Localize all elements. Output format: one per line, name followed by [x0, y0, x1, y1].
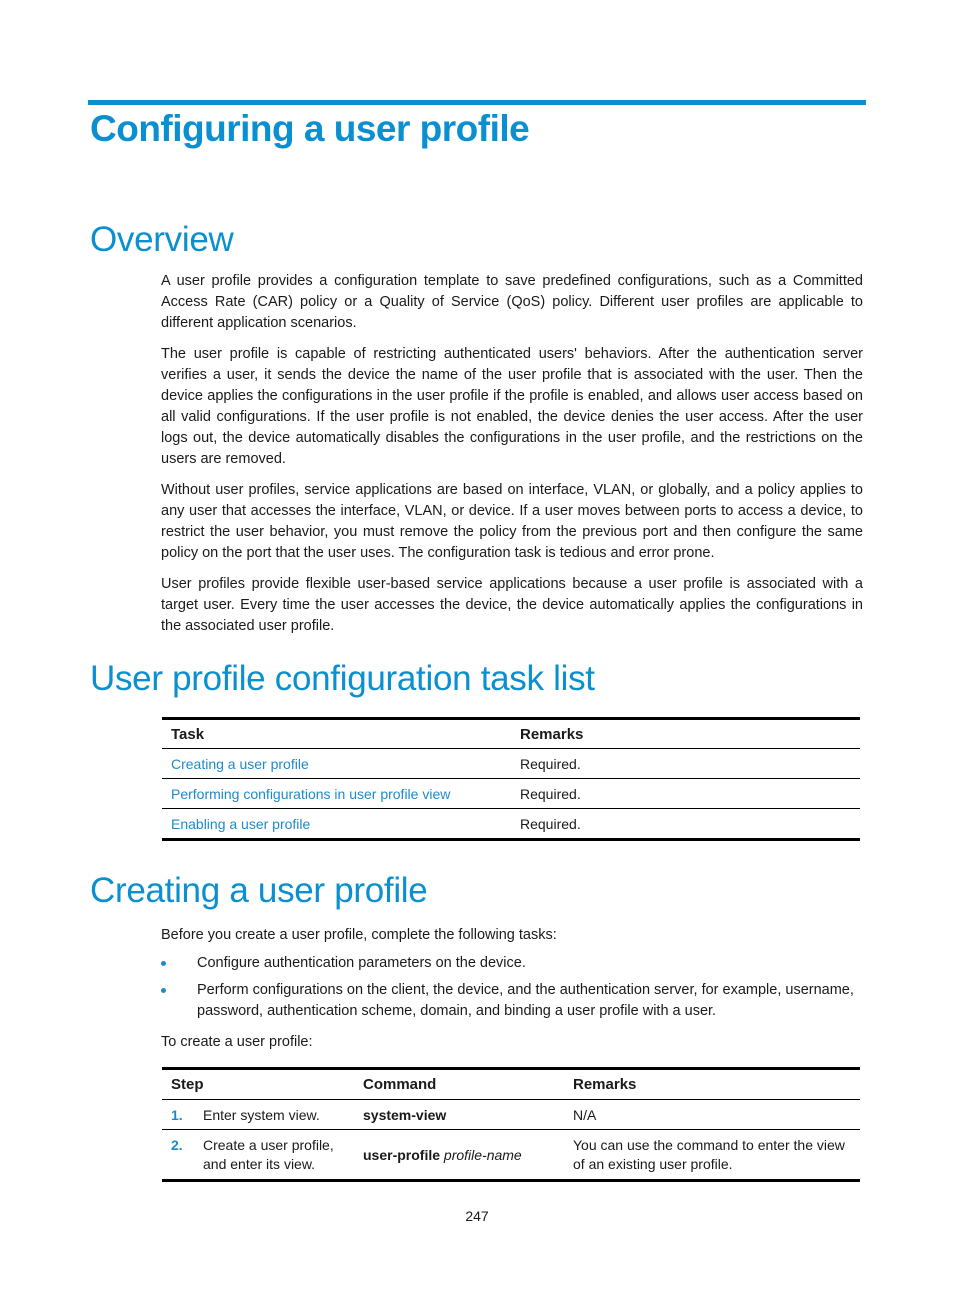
column-header-step: Step: [171, 1076, 204, 1093]
step-remarks: You can use the command to enter the view of an existing user profile.: [573, 1136, 845, 1172]
table-header-row: [162, 720, 860, 749]
command-cell: [354, 1107, 564, 1123]
column-header-command: Command: [363, 1076, 437, 1093]
table-row: [162, 1130, 860, 1179]
task-link-performing-configurations[interactable]: Performing configurations in user profile view: [171, 785, 451, 802]
column-header-task: Task: [171, 725, 205, 743]
step-cell: [162, 1136, 354, 1174]
list-item-text: Perform configurations on the client, the device, and the authentication server, for example, username, password, authentication scheme, domain, and binding a user profile with a user.: [197, 982, 854, 1019]
list-item: [161, 953, 863, 974]
command-cell: [354, 1147, 564, 1163]
task-list-heading: User profile configuration task list: [90, 659, 595, 698]
table-row: [162, 809, 860, 838]
list-item-text: Configure authentication parameters on the device.: [197, 955, 526, 971]
step-number: 2.: [171, 1136, 183, 1153]
step-text: Create a user profile, and enter its view.: [203, 1136, 334, 1172]
list-item: [161, 980, 863, 1022]
creating-intro: Before you create a user profile, complete the following tasks:: [161, 927, 557, 943]
overview-heading: Overview: [90, 220, 234, 259]
column-header-remarks: Remarks: [520, 725, 584, 743]
bullet-icon: [161, 961, 166, 966]
task-link-enabling-user-profile[interactable]: Enabling a user profile: [171, 815, 311, 832]
overview-paragraph-1: A user profile provides a configuration template to save predefined configurations, such as a Committed Access Rate (CAR) policy or a Quality of Service (QoS) policy. Different user profiles are applicable to different application scenarios.: [161, 273, 863, 331]
step-text: Enter system view.: [203, 1106, 320, 1123]
command-keyword: system-view: [363, 1106, 447, 1123]
step-number: 1.: [171, 1106, 183, 1123]
table-row: [162, 1100, 860, 1130]
bullet-icon: [161, 988, 166, 993]
overview-paragraph-3: Without user profiles, service applications are based on interface, VLAN, or globally, and a policy applies to any user that accesses the interface, VLAN, or device. If a user moves between ports to access a device, to restrict the user behavior, you must remove the policy from the previous port and then configure the same policy on the port that the user uses. The configuration task is tedious and error prone.: [161, 482, 863, 561]
creating-lead: To create a user profile:: [161, 1034, 313, 1050]
task-remarks: Required.: [520, 755, 581, 772]
step-remarks: N/A: [573, 1106, 597, 1123]
task-list-table: [162, 717, 860, 841]
steps-table: [162, 1067, 860, 1182]
task-remarks: Required.: [520, 785, 581, 802]
table-row: [162, 749, 860, 779]
step-cell: [162, 1107, 354, 1123]
chapter-title: Configuring a user profile: [90, 108, 530, 149]
table-header-row: [162, 1070, 860, 1100]
task-remarks: Required.: [520, 815, 581, 832]
command-argument: profile-name: [443, 1146, 522, 1163]
page-number: 247: [465, 1208, 489, 1224]
table-row: [162, 779, 860, 809]
column-header-remarks: Remarks: [573, 1076, 637, 1093]
task-link-creating-user-profile[interactable]: Creating a user profile: [171, 755, 309, 772]
overview-paragraph-2: The user profile is capable of restricting authenticated users' behaviors. After the authentication server verifies a user, it sends the device the name of the user profile that is associated with the user. Then the device applies the configurations in the user profile if the profile is enabled, and allows user access based on all valid configurations. If the user profile is not enabled, the device denies the user access. After the user logs out, the device automatically disables the configurations in the user profile, and the restrictions on the users are removed.: [161, 346, 863, 467]
overview-paragraph-4: User profiles provide flexible user-based service applications because a user profile is associated with a target user. Every time the user accesses the device, the device automatically applies the configurations in the associated user profile.: [161, 576, 863, 634]
creating-heading: Creating a user profile: [90, 871, 428, 910]
command-keyword: user-profile: [363, 1146, 441, 1163]
prerequisite-list: [161, 953, 863, 1028]
chapter-top-rule: [88, 100, 866, 105]
